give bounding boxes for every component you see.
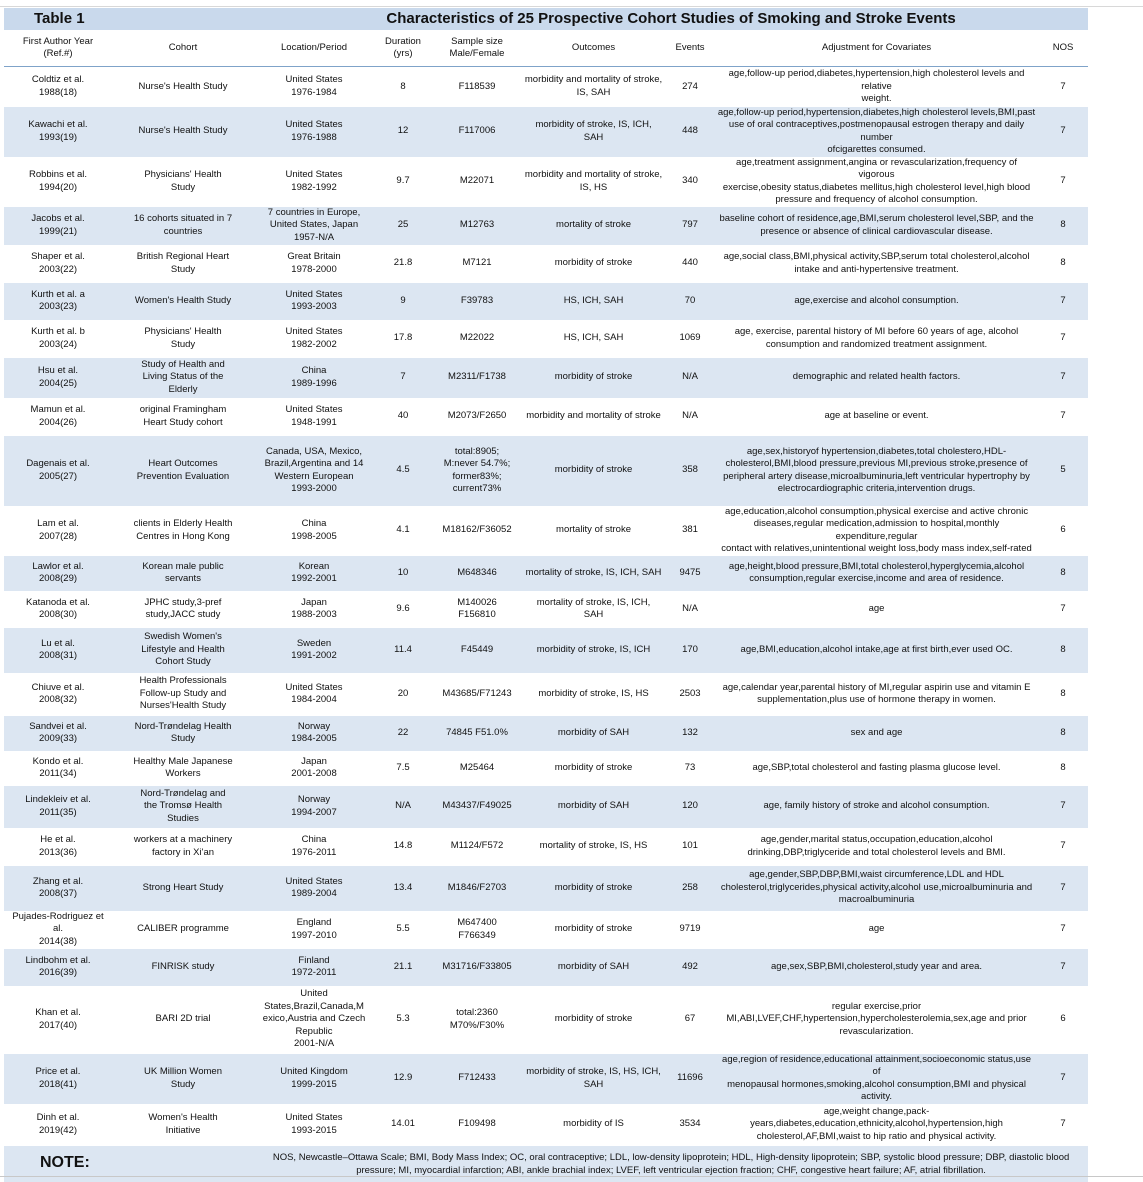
cell-duration: 17.8 xyxy=(374,320,432,358)
cell-events: 2503 xyxy=(665,673,715,716)
cell-location: Norway 1984-2005 xyxy=(254,716,374,751)
cell-cohort: Healthy Male Japanese Workers xyxy=(112,751,254,786)
cell-adjustment: age,weight change,pack- years,diabetes,education,ethnicity,alcohol,hypertension,high cholesterol,AF,BMI,waist to hip ratio and physical activity. xyxy=(715,1104,1038,1146)
cell-cohort: Women's Health Study xyxy=(112,283,254,320)
cell-outcomes: morbidity of stroke, IS, HS xyxy=(522,673,665,716)
cell-duration: 9.6 xyxy=(374,591,432,628)
cell-cohort: Nurse's Health Study xyxy=(112,67,254,107)
cell-adjustment: age,gender,SBP,DBP,BMI,waist circumference,LDL and HDL cholesterol,triglycerides,physical activity,alcohol use,microalbuminuria and macroalbuminuria xyxy=(715,866,1038,911)
cell-duration: 5.5 xyxy=(374,911,432,949)
cell-events: 258 xyxy=(665,866,715,911)
table-row xyxy=(4,107,1088,157)
cell-adjustment: age xyxy=(715,911,1038,949)
cell-events: 358 xyxy=(665,436,715,506)
cell-outcomes: morbidity of stroke xyxy=(522,751,665,786)
cell-outcomes: morbidity of IS xyxy=(522,1104,665,1146)
cell-adjustment: age,BMI,education,alcohol intake,age at first birth,ever used OC. xyxy=(715,628,1038,673)
cell-adjustment: age,follow-up period,hypertension,diabetes,high cholesterol levels,BMI,past use of oral contraceptives,postmenopausal estrogen therapy and daily number ofcigarettes consumed. xyxy=(715,107,1038,157)
cell-sample-size: M31716/F33805 xyxy=(432,949,522,986)
cell-sample-size: F118539 xyxy=(432,67,522,107)
cell-nos: 7 xyxy=(1038,828,1088,866)
table-row xyxy=(4,591,1088,628)
cell-outcomes: mortality of stroke, IS, ICH, SAH xyxy=(522,591,665,628)
cell-nos: 5 xyxy=(1038,436,1088,506)
cell-adjustment: age,sex,historyof hypertension,diabetes,total cholestero,HDL- cholesterol,BMI,blood pressure,previous MI,previous stroke,presence of peripheral artery disease,microalbuminuria,left ventricular hypertrophy by electrocardiographic criteria,intervention drugs. xyxy=(715,436,1038,506)
table-row xyxy=(4,157,1088,207)
cell-location: Canada, USA, Mexico, Brazil,Argentina and 14 Western European 1993-2000 xyxy=(254,436,374,506)
cell-sample-size: M18162/F36052 xyxy=(432,506,522,556)
cell-events: 9719 xyxy=(665,911,715,949)
cell-author: Kondo et al. 2011(34) xyxy=(4,751,112,786)
cell-nos: 8 xyxy=(1038,751,1088,786)
cell-author: Dagenais et al. 2005(27) xyxy=(4,436,112,506)
cell-location: Japan 1988-2003 xyxy=(254,591,374,628)
cell-cohort: BARI 2D trial xyxy=(112,986,254,1054)
cell-cohort: workers at a machinery factory in Xi'an xyxy=(112,828,254,866)
cell-author: Coldtiz et al. 1988(18) xyxy=(4,67,112,107)
bottom-divider xyxy=(0,1176,1143,1177)
cell-events: 440 xyxy=(665,245,715,283)
cell-author: Lu et al. 2008(31) xyxy=(4,628,112,673)
cell-adjustment: age,region of residence,educational attainment,socioeconomic status,use of menopausal hormones,smoking,alcohol consumption,BMI and physical activity. xyxy=(715,1054,1038,1104)
table-row xyxy=(4,673,1088,716)
cell-location: United States 1976-1988 xyxy=(254,107,374,157)
table-row xyxy=(4,716,1088,751)
cell-location: United States 1982-2002 xyxy=(254,320,374,358)
cell-outcomes: morbidity of stroke, IS, ICH, SAH xyxy=(522,107,665,157)
cell-sample-size: M647400 F766349 xyxy=(432,911,522,949)
title-row xyxy=(4,8,1088,30)
cell-duration: 7.5 xyxy=(374,751,432,786)
table-row xyxy=(4,751,1088,786)
cell-author: Lam et al. 2007(28) xyxy=(4,506,112,556)
cell-adjustment: age,calendar year,parental history of MI,regular aspirin use and vitamin E supplementation,plus use of hormone therapy in women. xyxy=(715,673,1038,716)
cell-location: United Kingdom 1999-2015 xyxy=(254,1054,374,1104)
table-label: Table 1 xyxy=(4,8,254,30)
cell-duration: 7 xyxy=(374,358,432,398)
cell-author: Khan et al. 2017(40) xyxy=(4,986,112,1054)
cell-events: 67 xyxy=(665,986,715,1054)
cell-nos: 7 xyxy=(1038,107,1088,157)
cell-outcomes: morbidity and mortality of stroke, IS, HS xyxy=(522,157,665,207)
cell-outcomes: morbidity of stroke xyxy=(522,436,665,506)
table-row xyxy=(4,1054,1088,1104)
cell-author: Hsu et al. 2004(25) xyxy=(4,358,112,398)
cell-cohort: original Framingham Heart Study cohort xyxy=(112,398,254,436)
cell-outcomes: morbidity of stroke xyxy=(522,986,665,1054)
table-row xyxy=(4,283,1088,320)
cell-adjustment: age,social class,BMI,physical activity,SBP,serum total cholesterol,alcohol intake and anti-hypertensive treatment. xyxy=(715,245,1038,283)
cell-author: Sandvei et al. 2009(33) xyxy=(4,716,112,751)
cell-sample-size: 74845 F51.0% xyxy=(432,716,522,751)
cell-outcomes: mortality of stroke xyxy=(522,207,665,245)
cell-events: 132 xyxy=(665,716,715,751)
cell-sample-size: F712433 xyxy=(432,1054,522,1104)
cell-cohort: Korean male public servants xyxy=(112,556,254,591)
cell-author: Lawlor et al. 2008(29) xyxy=(4,556,112,591)
cell-author: Price et al. 2018(41) xyxy=(4,1054,112,1104)
cell-location: 7 countries in Europe, United States, Japan 1957-N/A xyxy=(254,207,374,245)
cell-cohort: Physicians' Health Study xyxy=(112,157,254,207)
cell-duration: N/A xyxy=(374,786,432,828)
cell-events: 492 xyxy=(665,949,715,986)
cell-sample-size: M22071 xyxy=(432,157,522,207)
cell-duration: 13.4 xyxy=(374,866,432,911)
cell-adjustment: age, family history of stroke and alcohol consumption. xyxy=(715,786,1038,828)
cell-location: United States 1948-1991 xyxy=(254,398,374,436)
table-container xyxy=(4,8,1088,1182)
cell-duration: 21.8 xyxy=(374,245,432,283)
cell-author: Zhang et al. 2008(37) xyxy=(4,866,112,911)
cell-events: N/A xyxy=(665,358,715,398)
cell-location: England 1997-2010 xyxy=(254,911,374,949)
cell-nos: 7 xyxy=(1038,358,1088,398)
cell-location: United States 1989-2004 xyxy=(254,866,374,911)
cell-sample-size: M22022 xyxy=(432,320,522,358)
cell-events: 11696 xyxy=(665,1054,715,1104)
cell-outcomes: morbidity of stroke xyxy=(522,245,665,283)
table-row xyxy=(4,949,1088,986)
cell-outcomes: morbidity of stroke xyxy=(522,911,665,949)
cell-outcomes: HS, ICH, SAH xyxy=(522,283,665,320)
cell-sample-size: M140026 F156810 xyxy=(432,591,522,628)
cell-events: 73 xyxy=(665,751,715,786)
header-nos: NOS xyxy=(1038,30,1088,67)
cell-location: Korean 1992-2001 xyxy=(254,556,374,591)
characteristics-table xyxy=(4,8,1088,1182)
cell-cohort: Health Professionals Follow-up Study and Nurses'Health Study xyxy=(112,673,254,716)
top-divider xyxy=(0,6,1143,7)
cell-author: Kurth et al. b 2003(24) xyxy=(4,320,112,358)
cell-outcomes: morbidity of stroke, IS, HS, ICH, SAH xyxy=(522,1054,665,1104)
cell-cohort: Physicians' Health Study xyxy=(112,320,254,358)
cell-sample-size: total:8905; M:never 54.7%; former83%; current73% xyxy=(432,436,522,506)
cell-cohort: FINRISK study xyxy=(112,949,254,986)
cell-events: 448 xyxy=(665,107,715,157)
cell-location: Sweden 1991-2002 xyxy=(254,628,374,673)
cell-outcomes: morbidity of SAH xyxy=(522,786,665,828)
cell-duration: 12 xyxy=(374,107,432,157)
table-row xyxy=(4,436,1088,506)
cell-cohort: Study of Health and Living Status of the Elderly xyxy=(112,358,254,398)
cell-location: Japan 2001-2008 xyxy=(254,751,374,786)
cell-outcomes: mortality of stroke, IS, ICH, SAH xyxy=(522,556,665,591)
note-label: NOTE: xyxy=(4,1146,254,1182)
table-row xyxy=(4,67,1088,107)
cell-sample-size: M1124/F572 xyxy=(432,828,522,866)
cell-cohort: 16 cohorts situated in 7 countries xyxy=(112,207,254,245)
cell-author: Shaper et al. 2003(22) xyxy=(4,245,112,283)
cell-nos: 7 xyxy=(1038,949,1088,986)
cell-nos: 8 xyxy=(1038,207,1088,245)
cell-author: Jacobs et al. 1999(21) xyxy=(4,207,112,245)
cell-duration: 21.1 xyxy=(374,949,432,986)
cell-adjustment: baseline cohort of residence,age,BMI,serum cholesterol level,SBP, and the presence or absence of clinical cardiovascular disease. xyxy=(715,207,1038,245)
cell-duration: 14.8 xyxy=(374,828,432,866)
cell-nos: 6 xyxy=(1038,986,1088,1054)
header-location: Location/Period xyxy=(254,30,374,67)
cell-sample-size: F117006 xyxy=(432,107,522,157)
table-row xyxy=(4,358,1088,398)
note-text: NOS, Newcastle–Ottawa Scale; BMI, Body Mass Index; OC, oral contraceptive; LDL, low-density lipoprotein; HDL, High-density lipoprotein; SBP, systolic blood pressure; DBP, diastolic blood pressure; MI, myocardial infarction; ABI, ankle brachial index; LVEF, left ventricular ejection fraction; CHF, congestive heart failure; AF, atrial fibrillation. xyxy=(254,1146,1088,1182)
cell-nos: 8 xyxy=(1038,673,1088,716)
cell-events: 120 xyxy=(665,786,715,828)
cell-events: N/A xyxy=(665,398,715,436)
cell-cohort: UK Million Women Study xyxy=(112,1054,254,1104)
cell-location: United States 1984-2004 xyxy=(254,673,374,716)
cell-nos: 7 xyxy=(1038,866,1088,911)
cell-author: Chiuve et al. 2008(32) xyxy=(4,673,112,716)
header-sample-size: Sample size Male/Female xyxy=(432,30,522,67)
cell-author: Dinh et al. 2019(42) xyxy=(4,1104,112,1146)
cell-cohort: CALIBER programme xyxy=(112,911,254,949)
cell-sample-size: F45449 xyxy=(432,628,522,673)
cell-events: 381 xyxy=(665,506,715,556)
cell-author: Mamun et al. 2004(26) xyxy=(4,398,112,436)
cell-outcomes: morbidity of stroke xyxy=(522,866,665,911)
cell-nos: 7 xyxy=(1038,786,1088,828)
cell-outcomes: morbidity and mortality of stroke xyxy=(522,398,665,436)
table-row xyxy=(4,320,1088,358)
cell-duration: 10 xyxy=(374,556,432,591)
cell-events: 1069 xyxy=(665,320,715,358)
cell-adjustment: age,SBP,total cholesterol and fasting plasma glucose level. xyxy=(715,751,1038,786)
cell-adjustment: age,gender,marital status,occupation,education,alcohol drinking,DBP,triglyceride and total cholesterol levels and BMI. xyxy=(715,828,1038,866)
cell-sample-size: M12763 xyxy=(432,207,522,245)
cell-nos: 7 xyxy=(1038,1104,1088,1146)
header-row xyxy=(4,30,1088,67)
cell-nos: 7 xyxy=(1038,283,1088,320)
cell-cohort: Swedish Women's Lifestyle and Health Cohort Study xyxy=(112,628,254,673)
cell-duration: 12.9 xyxy=(374,1054,432,1104)
cell-nos: 7 xyxy=(1038,591,1088,628)
cell-duration: 22 xyxy=(374,716,432,751)
cell-location: United States 1993-2015 xyxy=(254,1104,374,1146)
header-adjustment: Adjustment for Covariates xyxy=(715,30,1038,67)
table-row xyxy=(4,1104,1088,1146)
header-events: Events xyxy=(665,30,715,67)
table-row xyxy=(4,556,1088,591)
table-row xyxy=(4,245,1088,283)
cell-nos: 6 xyxy=(1038,506,1088,556)
table-row xyxy=(4,828,1088,866)
cell-author: Lindekleiv et al. 2011(35) xyxy=(4,786,112,828)
cell-adjustment: regular exercise,prior MI,ABI,LVEF,CHF,hypertension,hypercholesterolemia,sex,age and prior revascularization. xyxy=(715,986,1038,1054)
cell-sample-size: M7121 xyxy=(432,245,522,283)
cell-outcomes: morbidity of SAH xyxy=(522,949,665,986)
cell-nos: 8 xyxy=(1038,245,1088,283)
table-row xyxy=(4,786,1088,828)
cell-outcomes: morbidity of SAH xyxy=(522,716,665,751)
table-row xyxy=(4,207,1088,245)
cell-events: 101 xyxy=(665,828,715,866)
cell-sample-size: M43685/F71243 xyxy=(432,673,522,716)
cell-author: Lindbohm et al. 2016(39) xyxy=(4,949,112,986)
header-duration: Duration (yrs) xyxy=(374,30,432,67)
cell-location: China 1976-2011 xyxy=(254,828,374,866)
cell-adjustment: age,education,alcohol consumption,physical exercise and active chronic diseases,regular medication,admission to hospital,monthly expenditure,regular contact with relatives,unintentional weight loss,body mass index,self-rated xyxy=(715,506,1038,556)
cell-duration: 20 xyxy=(374,673,432,716)
cell-location: United States 1993-2003 xyxy=(254,283,374,320)
cell-outcomes: morbidity of stroke, IS, ICH xyxy=(522,628,665,673)
cell-adjustment: age, exercise, parental history of MI before 60 years of age, alcohol consumption and randomized treatment assignment. xyxy=(715,320,1038,358)
cell-events: 9475 xyxy=(665,556,715,591)
cell-adjustment: sex and age xyxy=(715,716,1038,751)
cell-events: 70 xyxy=(665,283,715,320)
cell-nos: 7 xyxy=(1038,911,1088,949)
cell-author: Kurth et al. a 2003(23) xyxy=(4,283,112,320)
cell-outcomes: mortality of stroke xyxy=(522,506,665,556)
cell-location: Norway 1994-2007 xyxy=(254,786,374,828)
cell-nos: 8 xyxy=(1038,716,1088,751)
cell-sample-size: F39783 xyxy=(432,283,522,320)
cell-cohort: Nurse's Health Study xyxy=(112,107,254,157)
cell-cohort: Women's Health Initiative xyxy=(112,1104,254,1146)
cell-author: He et al. 2013(36) xyxy=(4,828,112,866)
cell-location: United States 1982-1992 xyxy=(254,157,374,207)
cell-sample-size: M25464 xyxy=(432,751,522,786)
cell-sample-size: M2311/F1738 xyxy=(432,358,522,398)
cell-adjustment: age xyxy=(715,591,1038,628)
cell-duration: 8 xyxy=(374,67,432,107)
cell-adjustment: age,sex,SBP,BMI,cholesterol,study year and area. xyxy=(715,949,1038,986)
cell-author: Robbins et al. 1994(20) xyxy=(4,157,112,207)
cell-duration: 5.3 xyxy=(374,986,432,1054)
cell-location: China 1998-2005 xyxy=(254,506,374,556)
cell-location: United States 1976-1984 xyxy=(254,67,374,107)
cell-adjustment: demographic and related health factors. xyxy=(715,358,1038,398)
table-row xyxy=(4,866,1088,911)
cell-events: N/A xyxy=(665,591,715,628)
cell-events: 797 xyxy=(665,207,715,245)
table-row xyxy=(4,628,1088,673)
cell-outcomes: mortality of stroke, IS, HS xyxy=(522,828,665,866)
cell-cohort: Nord-Trøndelag and the Tromsø Health Studies xyxy=(112,786,254,828)
cell-duration: 4.5 xyxy=(374,436,432,506)
cell-nos: 7 xyxy=(1038,398,1088,436)
cell-adjustment: age at baseline or event. xyxy=(715,398,1038,436)
cell-author: Pujades-Rodriguez et al. 2014(38) xyxy=(4,911,112,949)
header-author: First Author Year (Ref.#) xyxy=(4,30,112,67)
cell-nos: 7 xyxy=(1038,1054,1088,1104)
cell-cohort: clients in Elderly Health Centres in Hong Kong xyxy=(112,506,254,556)
cell-location: Great Britain 1978-2000 xyxy=(254,245,374,283)
cell-author: Katanoda et al. 2008(30) xyxy=(4,591,112,628)
cell-adjustment: age,treatment assignment,angina or revascularization,frequency of vigorous exercise,obesity status,diabetes mellitus,high cholesterol level,high blood pressure and frequency of alcohol consumption. xyxy=(715,157,1038,207)
cell-cohort: Heart Outcomes Prevention Evaluation xyxy=(112,436,254,506)
cell-duration: 11.4 xyxy=(374,628,432,673)
cell-adjustment: age,height,blood pressure,BMI,total cholesterol,hyperglycemia,alcohol consumption,regular exercise,income and area of residence. xyxy=(715,556,1038,591)
cell-outcomes: morbidity and mortality of stroke, IS, SAH xyxy=(522,67,665,107)
cell-sample-size: M648346 xyxy=(432,556,522,591)
cell-sample-size: F109498 xyxy=(432,1104,522,1146)
cell-location: United States,Brazil,Canada,M exico,Austria and Czech Republic 2001-N/A xyxy=(254,986,374,1054)
cell-location: Finland 1972-2011 xyxy=(254,949,374,986)
table-row xyxy=(4,986,1088,1054)
cell-nos: 7 xyxy=(1038,320,1088,358)
cell-nos: 8 xyxy=(1038,628,1088,673)
header-outcomes: Outcomes xyxy=(522,30,665,67)
cell-cohort: Strong Heart Study xyxy=(112,866,254,911)
cell-sample-size: M1846/F2703 xyxy=(432,866,522,911)
cell-sample-size: M2073/F2650 xyxy=(432,398,522,436)
cell-outcomes: morbidity of stroke xyxy=(522,358,665,398)
cell-duration: 14.01 xyxy=(374,1104,432,1146)
cell-duration: 25 xyxy=(374,207,432,245)
cell-author: Kawachi et al. 1993(19) xyxy=(4,107,112,157)
cell-duration: 9.7 xyxy=(374,157,432,207)
cell-sample-size: total:2360 M70%/F30% xyxy=(432,986,522,1054)
table-body xyxy=(4,8,1088,1182)
header-cohort: Cohort xyxy=(112,30,254,67)
cell-nos: 7 xyxy=(1038,157,1088,207)
cell-sample-size: M43437/F49025 xyxy=(432,786,522,828)
table-row xyxy=(4,911,1088,949)
cell-location: China 1989-1996 xyxy=(254,358,374,398)
cell-cohort: Nord-Trøndelag Health Study xyxy=(112,716,254,751)
cell-nos: 7 xyxy=(1038,67,1088,107)
cell-adjustment: age,exercise and alcohol consumption. xyxy=(715,283,1038,320)
cell-nos: 8 xyxy=(1038,556,1088,591)
cell-adjustment: age,follow-up period,diabetes,hypertension,high cholesterol levels and relative weight. xyxy=(715,67,1038,107)
cell-events: 340 xyxy=(665,157,715,207)
cell-cohort: JPHC study,3-pref study,JACC study xyxy=(112,591,254,628)
cell-outcomes: HS, ICH, SAH xyxy=(522,320,665,358)
cell-duration: 4.1 xyxy=(374,506,432,556)
cell-cohort: British Regional Heart Study xyxy=(112,245,254,283)
cell-events: 274 xyxy=(665,67,715,107)
table-title: Characteristics of 25 Prospective Cohort Studies of Smoking and Stroke Events xyxy=(254,8,1088,30)
cell-duration: 40 xyxy=(374,398,432,436)
cell-events: 170 xyxy=(665,628,715,673)
table-row xyxy=(4,506,1088,556)
cell-duration: 9 xyxy=(374,283,432,320)
table-row xyxy=(4,398,1088,436)
cell-events: 3534 xyxy=(665,1104,715,1146)
